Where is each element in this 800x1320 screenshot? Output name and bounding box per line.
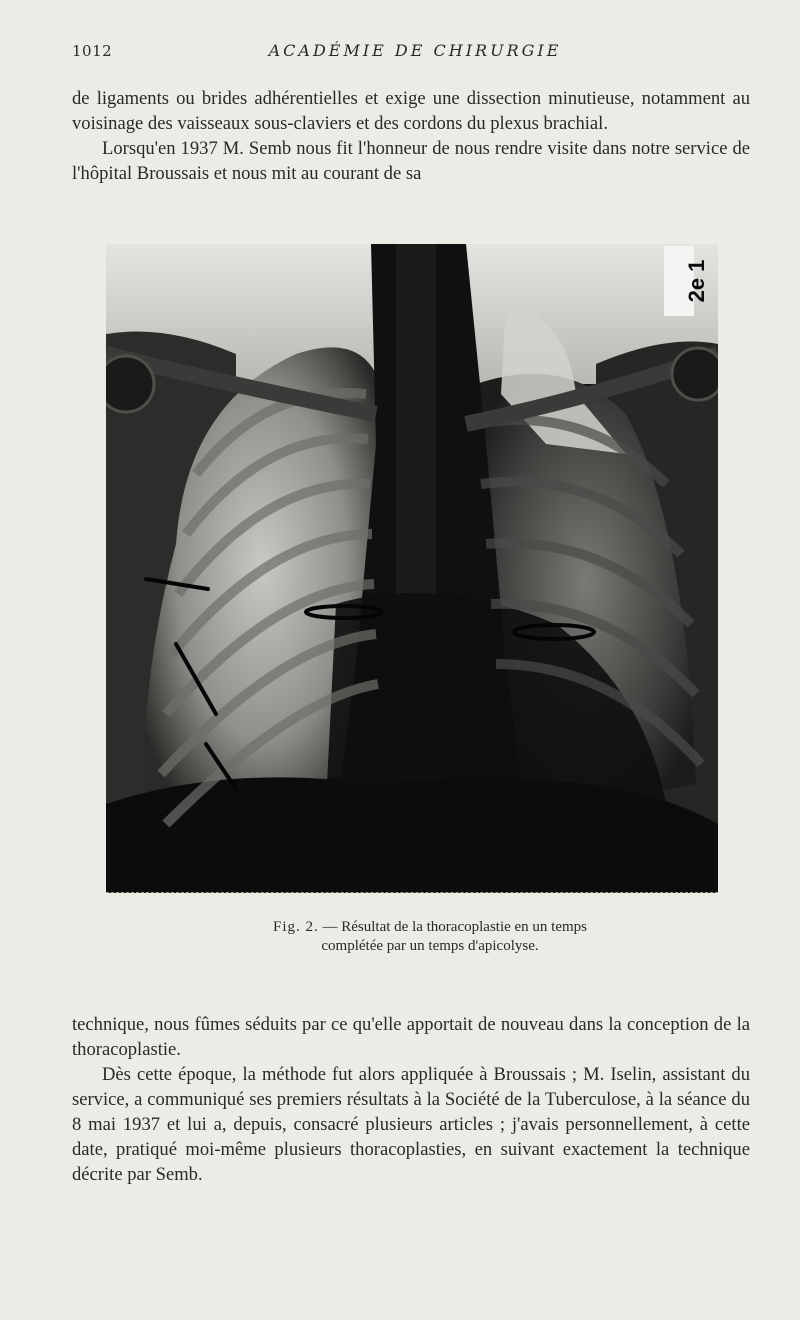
page-number: 1012 (72, 42, 113, 60)
text-block-bottom (72, 1012, 750, 1187)
paragraph: Dès cette époque, la méthode fut alors appliquée à Broussais ; M. Iselin, assistant du service, a communiqué ses premiers résultats à la Société de la Tuberculose, à la séance du 8 mai 1937 et lui a, depuis, consacré plusieurs articles ; j'avais personnellement, à cette date, pratiqué moi-même plusieurs thoracoplasties, en suivant exactement la technique décrite par Semb. (72, 1064, 750, 1185)
figure-caption (0, 918, 800, 956)
paragraph: Lorsqu'en 1937 M. Semb nous fit l'honneur de nous rendre visite dans notre service de l'hôpital Broussais et nous mit au courant de sa (72, 138, 750, 184)
chest-xray-image (106, 244, 718, 892)
caption-line-1 (0, 918, 800, 937)
figure-label: Fig. 2. (272, 919, 319, 935)
paragraph: de ligaments ou brides adhérentielles et exige une dissection minutieuse, notamment au voisinage des vaisseaux sous-claviers et des cordons du plexus brachial. (72, 88, 750, 134)
caption-text-1: — Résultat de la thoracoplastie en un temps (322, 919, 588, 935)
paragraph: technique, nous fûmes séduits par ce qu'elle apportait de nouveau dans la conception de la thoracoplastie. (72, 1014, 750, 1060)
text-block-top (72, 86, 750, 186)
chest-xray-figure (106, 244, 718, 893)
running-title: ACADÉMIE DE CHIRURGIE (268, 41, 562, 60)
caption-line-2: complétée par un temps d'apicolyse. (321, 938, 539, 954)
plate-marking: 2e 1 (684, 259, 709, 303)
